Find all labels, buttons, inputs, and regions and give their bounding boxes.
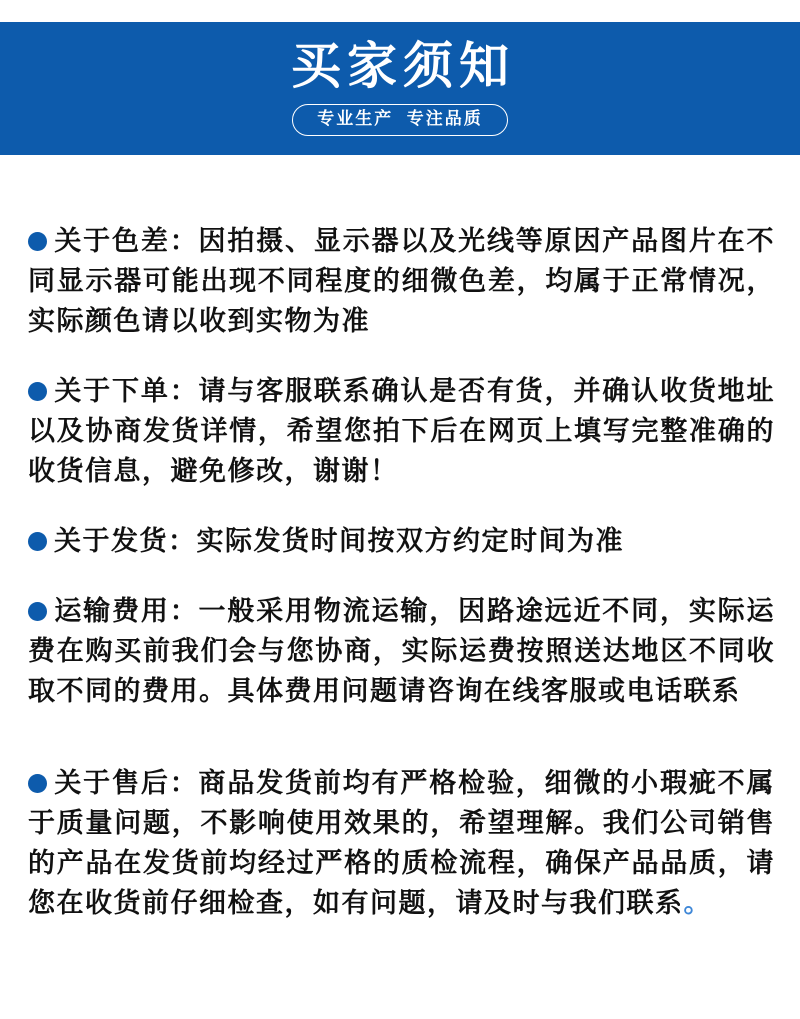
notice-paragraph-after-sales xyxy=(28,763,775,923)
header-badge xyxy=(292,104,507,135)
notice-paragraph-color-difference xyxy=(28,221,775,341)
bullet-dot-icon xyxy=(28,232,47,251)
notice-list xyxy=(0,155,800,923)
notice-text: 运输费用：一般采用物流运输，因路途远近不同，实际运费在购买前我们会与您协商，实际运费按照送达地区不同收取不同的费用。具体费用问题请咨询在线客服或电话联系 xyxy=(28,596,775,706)
notice-text: 关于售后：商品发货前均有严格检验，细微的小瑕疵不属于质量问题，不影响使用效果的，希望理解。我们公司销售的产品在发货前均经过严格的质检流程，确保产品品质，请您在收货前仔细检查，如有问题，请及时与我们联系 xyxy=(28,768,775,918)
header-banner xyxy=(0,22,800,155)
bullet-dot-icon xyxy=(28,382,47,401)
notice-paragraph-shipping-time xyxy=(28,521,775,561)
page-title: 买家须知 xyxy=(291,38,515,95)
notice-paragraph-ordering xyxy=(28,371,775,491)
notice-paragraph-freight-cost xyxy=(28,591,775,711)
buyer-notice-page xyxy=(0,22,800,1019)
notice-text: 关于下单：请与客服联系确认是否有货，并确认收货地址以及协商发货详情，希望您拍下后在网页上填写完整准确的收货信息，避免修改，谢谢！ xyxy=(28,376,775,486)
notice-text: 关于发货：实际发货时间按双方约定时间为准 xyxy=(54,526,624,556)
bullet-dot-icon xyxy=(28,532,47,551)
notice-text: 关于色差：因拍摄、显示器以及光线等原因产品图片在不同显示器可能出现不同程度的细微色差，均属于正常情况，实际颜色请以收到实物为准 xyxy=(28,226,775,336)
bullet-dot-icon xyxy=(28,774,47,793)
notice-blue-period: 。 xyxy=(683,888,712,918)
header-badge-text: 专业生产 专注品质 xyxy=(317,109,483,129)
bullet-dot-icon xyxy=(28,602,47,621)
